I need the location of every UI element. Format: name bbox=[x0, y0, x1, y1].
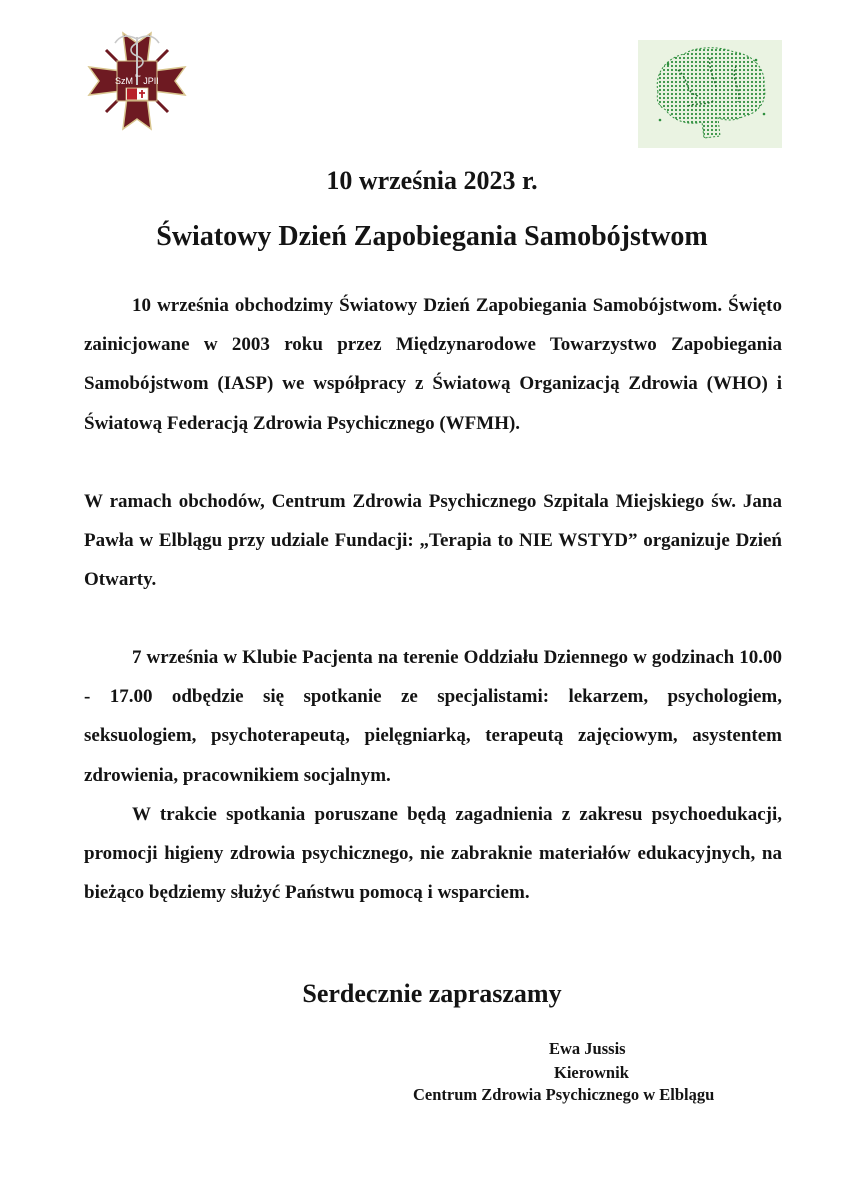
brain-illustration bbox=[638, 40, 782, 148]
signature-name: Ewa Jussis bbox=[549, 1039, 626, 1058]
paragraph-topics: W trakcie spotkania poruszane będą zagadnienia z zakresu psychoedukacji, promocji higieny zdrowia psychicznego, nie zabraknie materiałów edukacyjnych, na bieżąco będziemy służyć Państwu pomocą i wsparciem. bbox=[84, 804, 782, 904]
logo-text-right: JPII bbox=[143, 76, 159, 86]
logo-text-small: Św. bbox=[134, 73, 142, 78]
logo-text-left: SzM bbox=[115, 76, 133, 86]
event-date: 10 września 2023 r. bbox=[326, 166, 538, 195]
page-title: Światowy Dzień Zapobiegania Samobójstwom bbox=[156, 221, 708, 252]
paragraph-open-day: W ramach obchodów, Centrum Zdrowia Psychicznego Szpitala Miejskiego św. Jana Pawła w Elblągu przy udziale Fundacji: „Terapia to NIE WSTYD” organizuje Dzień Otwarty. bbox=[84, 491, 782, 591]
brain-icon bbox=[638, 40, 782, 148]
paragraph-meeting: 7 września w Klubie Pacjenta na terenie Oddziału Dziennego w godzinach 10.00 - 17.00 odbędzie się spotkanie ze specjalistami: lekarzem, psychologiem, seksuologiem, psychoterapeutą, pielęgniarką, terapeutą zajęciowym, asystentem zdrowienia, pracownikiem socjalnym. bbox=[84, 647, 782, 786]
signature-role: Kierownik bbox=[554, 1063, 629, 1082]
signature-organization: Centrum Zdrowia Psychicznego w Elblągu bbox=[413, 1085, 715, 1104]
invitation-heading: Serdecznie zapraszamy bbox=[302, 979, 562, 1008]
paragraph-intro: 10 września obchodzimy Światowy Dzień Zapobiegania Samobójstwom. Święto zainicjowane w 2003 roku przez Międzynarodowe Towarzystwo Zapobiegania Samobójstwom (IASP) we współpracy z Światową Organizacją Zdrowia (WHO) i Światową Federacją Zdrowia Psychicznego (WFMH). bbox=[84, 295, 782, 434]
cross-emblem-icon bbox=[86, 27, 188, 135]
hospital-logo bbox=[86, 27, 188, 135]
